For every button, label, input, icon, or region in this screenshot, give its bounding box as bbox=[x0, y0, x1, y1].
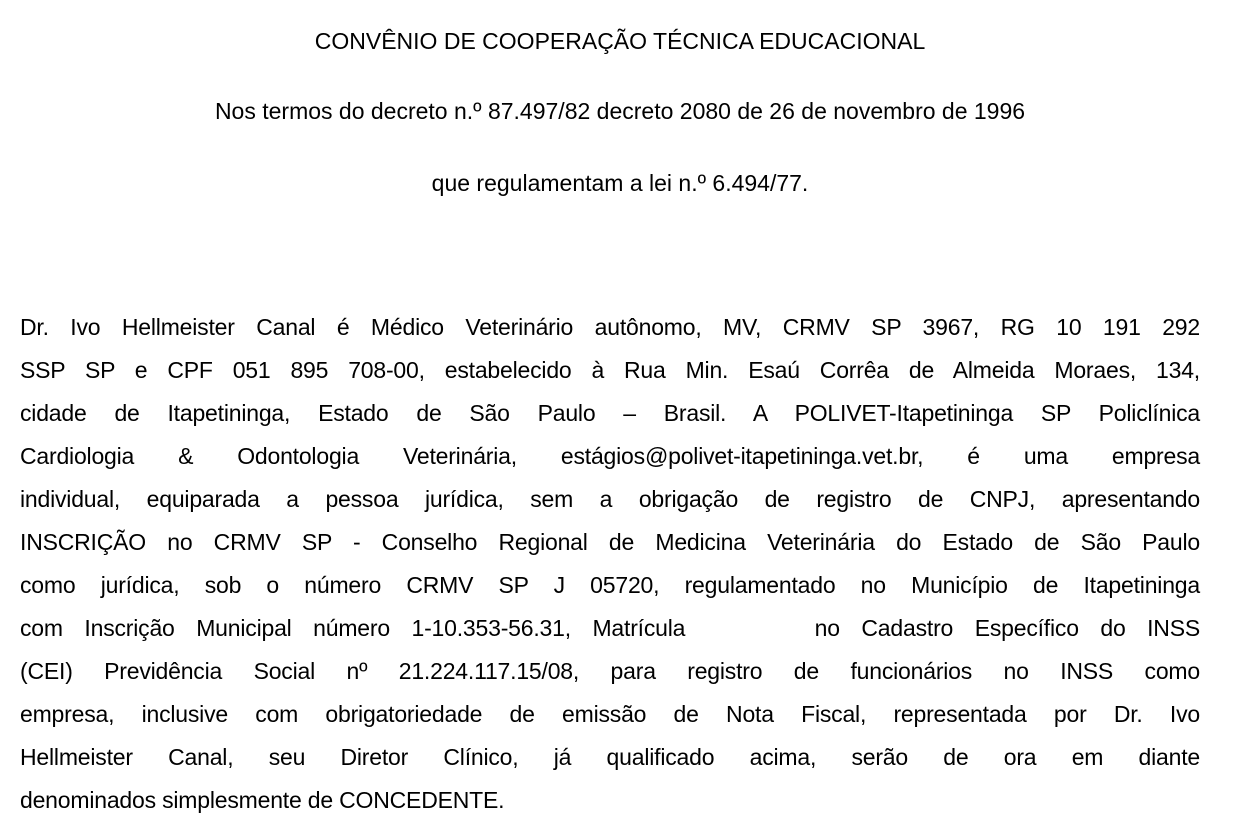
paragraph-line: empresa, inclusive com obrigatoriedade de emissão de Nota Fiscal, representada por Dr. Ivo bbox=[20, 701, 1200, 727]
paragraph-line: (CEI) Previdência Social nº 21.224.117.15/08, para registro de funcionários no INSS como bbox=[20, 658, 1200, 684]
concedente-paragraph bbox=[20, 306, 1200, 822]
paragraph-line: Hellmeister Canal, seu Diretor Clínico, já qualificado acima, serão de ora em diante bbox=[20, 744, 1200, 770]
paragraph-line: INSCRIÇÃO no CRMV SP - Conselho Regional de Medicina Veterinária do Estado de São Paulo bbox=[20, 529, 1200, 555]
paragraph-line: como jurídica, sob o número CRMV SP J 05720, regulamentado no Município de Itapetininga bbox=[20, 572, 1200, 598]
paragraph-line: com Inscrição Municipal número 1-10.353-56.31, Matrícula no Cadastro Específico do INSS bbox=[20, 615, 1200, 641]
paragraph-line: denominados simplesmente de CONCEDENTE. bbox=[20, 787, 505, 813]
decree-reference-line-1: Nos termos do decreto n.º 87.497/82 decreto 2080 de 26 de novembro de 1996 bbox=[214, 98, 1026, 124]
paragraph-line: cidade de Itapetininga, Estado de São Paulo – Brasil. A POLIVET-Itapetininga SP Policlínica bbox=[20, 400, 1200, 426]
document-title: CONVÊNIO DE COOPERAÇÃO TÉCNICA EDUCACIONAL bbox=[314, 28, 926, 54]
paragraph-line: Cardiologia & Odontologia Veterinária, estágios@polivet-itapetininga.vet.br, é uma empresa bbox=[20, 443, 1200, 469]
paragraph-line: individual, equiparada a pessoa jurídica, sem a obrigação de registro de CNPJ, apresentando bbox=[20, 486, 1200, 512]
paragraph-line: Dr. Ivo Hellmeister Canal é Médico Veterinário autônomo, MV, CRMV SP 3967, RG 10 191 292 bbox=[20, 314, 1200, 340]
paragraph-line: SSP SP e CPF 051 895 708-00, estabelecido à Rua Min. Esaú Corrêa de Almeida Moraes, 134, bbox=[20, 357, 1200, 383]
decree-reference-line-2: que regulamentam a lei n.º 6.494/77. bbox=[431, 170, 809, 196]
